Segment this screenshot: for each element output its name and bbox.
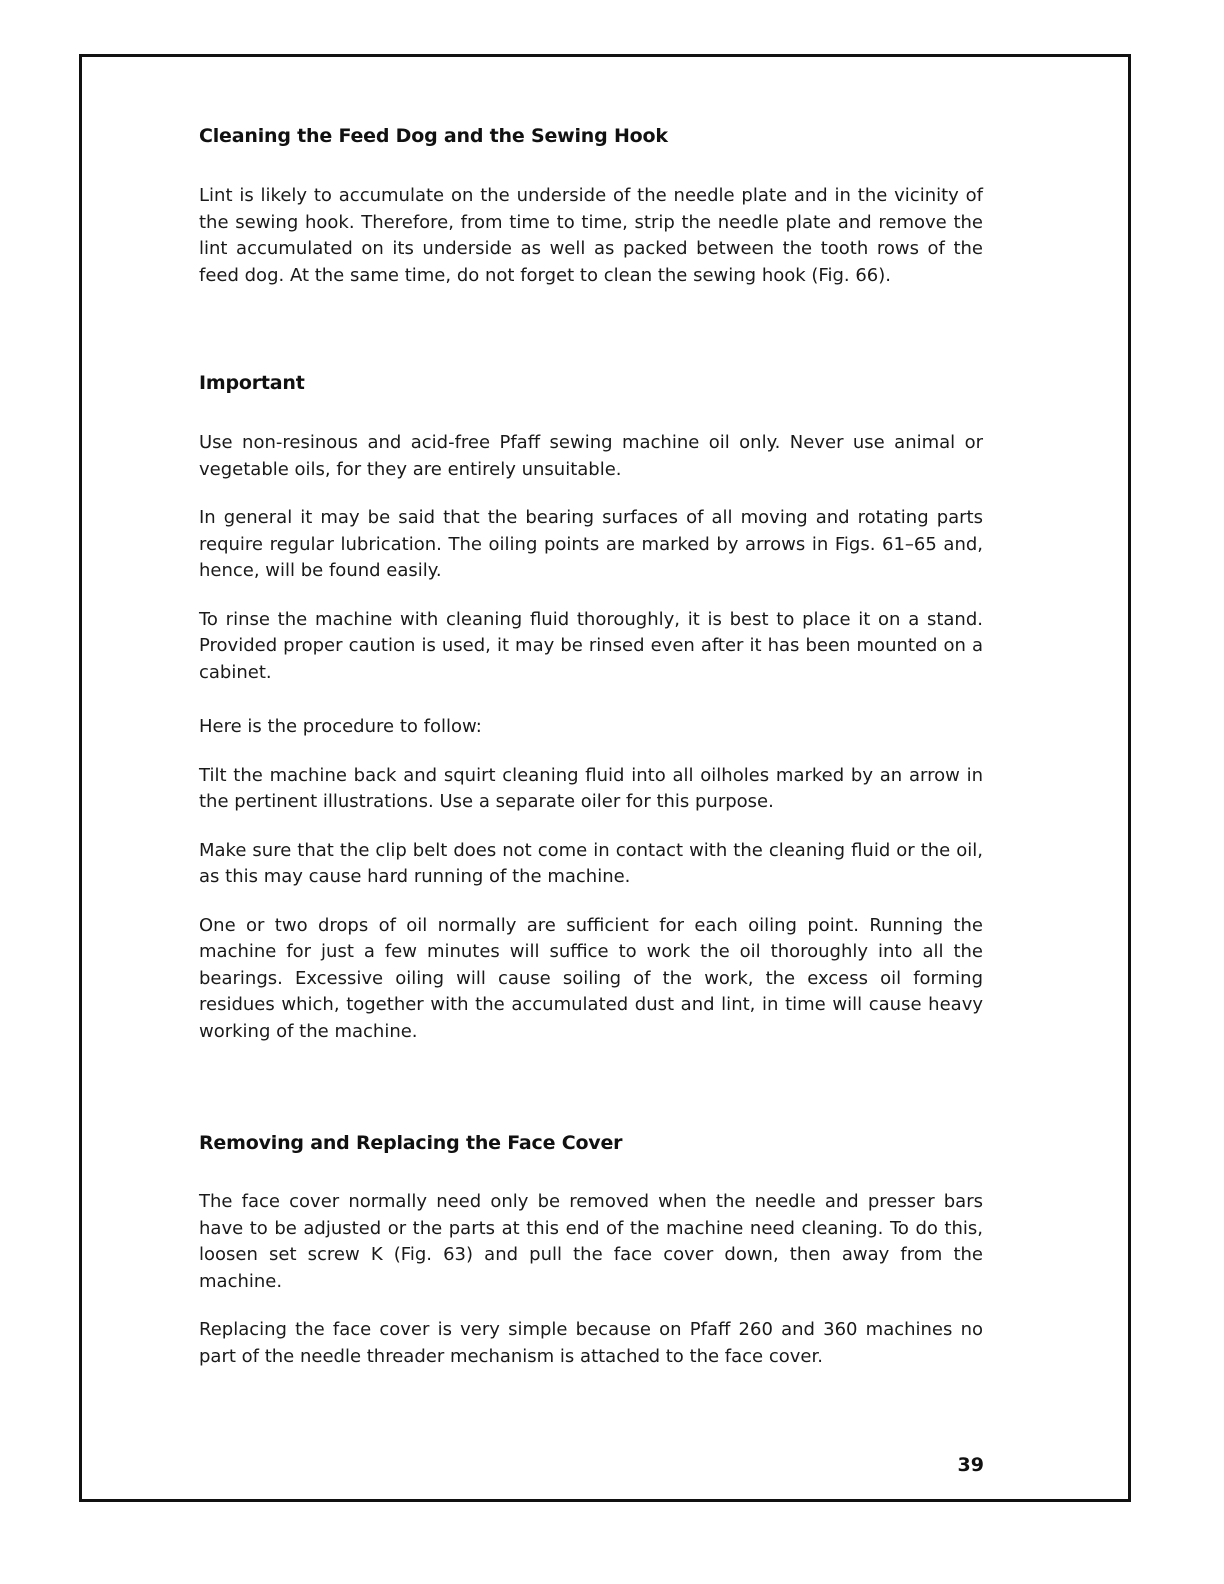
section-heading-important: Important [199, 372, 305, 394]
paragraph-replace-face-cover: Replacing the face cover is very simple because on Pfaff 260 and 360 machines no part of the needle threader mechanism is attached to the face cover. [199, 1319, 983, 1367]
section-heading-face-cover: Removing and Replacing the Face Cover [199, 1132, 623, 1154]
paragraph-oil-type: Use non-resinous and acid-free Pfaff sewing machine oil only. Never use animal or vegetable oils, for they are entirely unsuitable. [199, 432, 983, 480]
paragraph-procedure-intro: Here is the procedure to follow: [199, 716, 482, 737]
paragraph-lubrication: In general it may be said that the bearing surfaces of all moving and rotating parts require regular lubrication. The oiling points are marked by arrows in Figs. 61–65 and, hence, will be found easily. [199, 507, 983, 581]
paragraph-lint: Lint is likely to accumulate on the underside of the needle plate and in the vicinity of the sewing hook. Therefore, from time to time, strip the needle plate and remove the lint accumulated on its underside as well as packed between the tooth rows of the feed dog. At the same time, do not forget to clean the sewing hook (Fig. 66). [199, 185, 983, 286]
section-heading-cleaning-feed-dog: Cleaning the Feed Dog and the Sewing Hook [199, 125, 668, 147]
paragraph-tilt-machine: Tilt the machine back and squirt cleaning fluid into all oilholes marked by an arrow in the pertinent illustrations. Use a separate oiler for this purpose. [199, 764, 983, 812]
paragraph-clip-belt: Make sure that the clip belt does not come in contact with the cleaning fluid or the oil, as this may cause hard running of the machine. [199, 839, 983, 887]
paragraph-oil-drops: One or two drops of oil normally are sufficient for each oiling point. Running the machine for just a few minutes will suffice to work the oil thoroughly into all the bearings. Excessive oiling will cause soiling of the work, the excess oil forming residues which, together with the accumulated dust and lint, in time will cause heavy working of the machine. [199, 914, 983, 1042]
page-number: 39 [957, 1454, 984, 1476]
paragraph-remove-face-cover: The face cover normally need only be removed when the needle and presser bars have to be adjusted or the parts at this end of the machine need cleaning. To do this, loosen set screw K (Fig. 63) and pull the face cover down, then away from the machine. [199, 1191, 983, 1292]
page-content [199, 120, 983, 1370]
paragraph-rinse: To rinse the machine with cleaning fluid thoroughly, it is best to place it on a stand. Provided proper caution is used, it may be rinsed even after it has been mounted on a cabinet. [199, 608, 983, 683]
